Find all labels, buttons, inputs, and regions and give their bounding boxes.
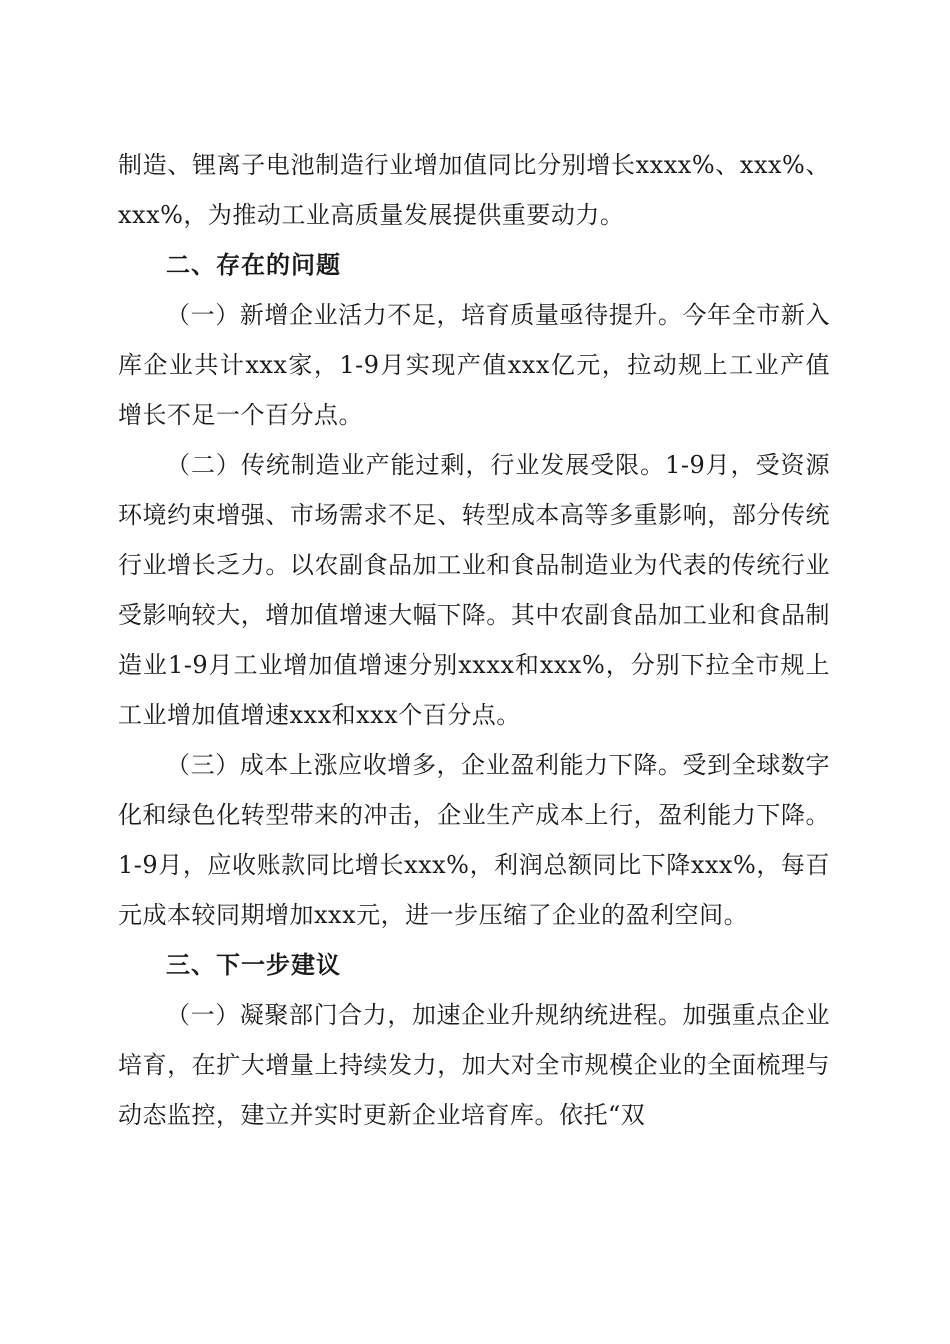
paragraph-problem-3: （三）成本上涨应收增多，企业盈利能力下降。受到全球数字化和绿色化转型带来的冲击，企业生产成本上行，盈利能力下降。1-9月，应收账款同比增长xxx%，利润总额同比下降xxx%，每百元成本较同期增加xxx元，进一步压缩了企业的盈利空间。 <box>118 751 830 929</box>
document-body <box>118 140 830 1140</box>
section-heading-problems: 二、存在的问题 <box>166 251 341 279</box>
paragraph-problem-2: （二）传统制造业产能过剩，行业发展受限。1-9月，受资源环境约束增强、市场需求不足、转型成本高等多重影响，部分传统行业增长乏力。以农副食品加工业和食品制造业为代表的传统行业受影响较大，增加值增速大幅下降。其中农副食品加工业和食品制造业1-9月工业增加值增速分别xxxx和xxx%，分别下拉全市规上工业增加值增速xxx和xxx个百分点。 <box>118 451 830 729</box>
section-heading-suggestions: 三、下一步建议 <box>166 951 341 979</box>
paragraph-suggestion-1: （一）凝聚部门合力，加速企业升规纳统进程。加强重点企业培育，在扩大增量上持续发力，加大对全市规模企业的全面梳理与动态监控，建立并实时更新企业培育库。依托“双 <box>118 1001 830 1129</box>
paragraph-continuation: 制造、锂离子电池制造行业增加值同比分别增长xxxx%、xxx%、xxx%，为推动工业高质量发展提供重要动力。 <box>118 151 830 229</box>
paragraph-problem-1: （一）新增企业活力不足，培育质量亟待提升。今年全市新入库企业共计xxx家，1-9月实现产值xxx亿元，拉动规上工业产值增长不足一个百分点。 <box>118 301 830 429</box>
